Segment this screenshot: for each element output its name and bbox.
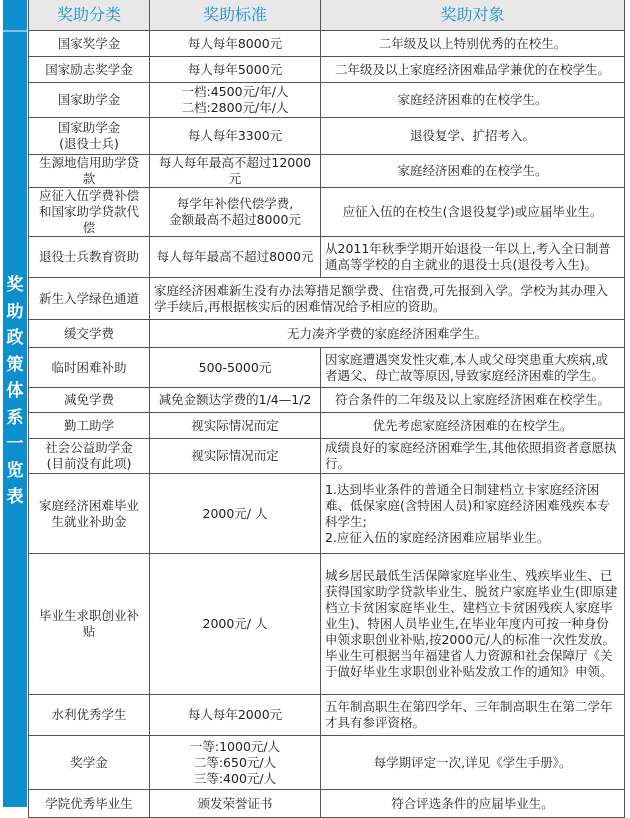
cell-standard: 每人每年5000元 [150,57,321,83]
cell-standard: 一等:1000元/人 二等:650元/人 三等:400元/人 [150,736,321,790]
cell-target: 成绩良好的家庭经济困难学生,其他依照捐资者意愿执行。 [321,439,625,474]
cell-target: 退役复学、扩招考入。 [321,118,625,155]
cell-category: 毕业生求职创业补贴 [29,554,150,695]
table-row [29,31,625,57]
cell-target: 二年级及以上家庭经济困难品学兼优的在校学生。 [321,57,625,83]
cell-standard: 每人每年2000元 [150,695,321,736]
table-row [29,554,625,695]
cell-category: 勤工助学 [29,413,150,439]
table-row [29,57,625,83]
cell-category: 新生入学绿色通道 [29,278,150,320]
cell-standard: 2000元/ 人 [150,474,321,554]
cell-target: 家庭经济困难的在校学生。 [321,83,625,118]
table-row [29,736,625,790]
cell-category: 退役士兵教育资助 [29,237,150,278]
table-row [29,320,625,348]
table-row [29,118,625,155]
table-row [29,155,625,188]
cell-target: 1.达到毕业条件的普通全日制建档立卡家庭经济困难、低保家庭(含特困人员)和家庭经济困难残疾本专科学生; 2.应征入伍的家庭经济困难应届毕业生。 [321,474,625,554]
table-row [29,237,625,278]
cell-category: 学院优秀毕业生 [29,790,150,818]
table-row [29,388,625,413]
cell-category: 临时困难补助 [29,348,150,388]
cell-standard: 一档:4500元/年/人 二档:2800元/年/人 [150,83,321,118]
cell-standard: 每人每年最高不超过12000元 [150,155,321,188]
table-row [29,790,625,818]
cell-standard: 减免金额达学费的1/4—1/2 [150,388,321,413]
cell-standard: 视实际情况而定 [150,439,321,474]
cell-category: 应征入伍学费补偿和国家助学贷款代偿 [29,188,150,237]
cell-category: 国家奖学金 [29,31,150,57]
cell-standard: 每人每年最高不超过8000元 [150,237,321,278]
cell-standard: 500-5000元 [150,348,321,388]
table-row [29,278,625,320]
table-row [29,474,625,554]
cell-target: 因家庭遭遇突发性灾难,本人或父母突患重大疾病,或者遇父、母亡故等原因,导致家庭经济困难的学生。 [321,348,625,388]
cell-standard: 每人每年8000元 [150,31,321,57]
cell-target: 应征入伍的在校生(含退役复学)或应届毕业生。 [321,188,625,237]
header-standard: 奖助标准 [150,0,321,31]
table-row [29,83,625,118]
cell-category: 国家励志奖学金 [29,57,150,83]
table-header [29,0,625,31]
policy-table [28,0,625,818]
cell-target: 五年制高职生在第四学年、三年制高职生在第二学年才具有参评资格。 [321,695,625,736]
sidebar-title: 奖 助 政 策 体 系 一 览 表 [6,275,24,507]
cell-standard: 每人每年3300元 [150,118,321,155]
table-row [29,413,625,439]
cell-category: 国家助学金 (退役士兵) [29,118,150,155]
cell-merged: 无力凑齐学费的家庭经济困难学生。 [150,320,625,348]
cell-category: 奖学金 [29,736,150,790]
cell-category: 减免学费 [29,388,150,413]
cell-category: 缓交学费 [29,320,150,348]
cell-target: 符合条件的二年级及以上家庭经济困难在校学生。 [321,388,625,413]
header-target: 奖助对象 [321,0,625,31]
table-row [29,348,625,388]
cell-category: 家庭经济困难毕业生就业补助金 [29,474,150,554]
cell-target: 二年级及以上特别优秀的在校生。 [321,31,625,57]
cell-category: 社会公益助学金 (目前没有此项) [29,439,150,474]
cell-category: 水利优秀学生 [29,695,150,736]
cell-standard: 每学年补偿代偿学费, 金额最高不超过8000元 [150,188,321,237]
cell-standard: 2000元/ 人 [150,554,321,695]
table-row [29,188,625,237]
cell-merged: 家庭经济困难新生没有办法筹措足额学费、住宿费,可先报到入学。学校为其办理入学手续后,再根据核实后的困难情况给予相应的资助。 [150,278,625,320]
header-category: 奖助分类 [29,0,150,31]
cell-target: 优先考虑家庭经济困难的在校学生。 [321,413,625,439]
cell-target: 从2011年秋季学期开始退役一年以上,考入全日制普通高等学校的自主就业的退役士兵(退役考入生)。 [321,237,625,278]
cell-target: 符合评选条件的应届毕业生。 [321,790,625,818]
table-row [29,439,625,474]
cell-target: 家庭经济困难的在校学生。 [321,155,625,188]
cell-target: 每学期评定一次,详见《学生手册》。 [321,736,625,790]
sidebar-divider [3,30,27,32]
cell-standard: 颁发荣誉证书 [150,790,321,818]
cell-category: 生源地信用助学贷款 [29,155,150,188]
cell-category: 国家助学金 [29,83,150,118]
cell-target: 城乡居民最低生活保障家庭毕业生、残疾毕业生、已获得国家助学贷款毕业生、脱贫户家庭毕业生(即原建档立卡贫困家庭毕业生、建档立卡贫困残疾人家庭毕业生)、特困人员毕业生,在毕业年度内可按一种身份申领求职创业补贴,按2000元/人的标准一次性发放。毕业生可根据当年福建省人力资源和社会保障厅《关于做好毕业生求职创业补贴发放工作的通知》申领。 [321,554,625,695]
cell-standard: 视实际情况而定 [150,413,321,439]
table-row [29,695,625,736]
